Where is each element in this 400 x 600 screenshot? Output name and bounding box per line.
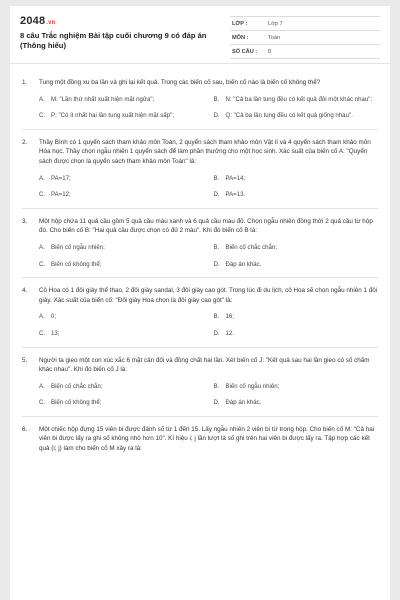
option-letter: D. [213,260,220,268]
question-body: Cô Hoa có 1 đôi giày thể thao, 2 đôi giày sandal, 3 đôi giày cao gót. Trong lúc đi du lịch, cô Hoa sẽ chọn ngẫu nhiên 1 đôi giày. Xác suất của biến cố: "Đôi giày Hoa chọn là đôi giày cao gót" là: [39,287,378,304]
option-letter: D. [213,399,220,407]
answer-option[interactable] [39,330,204,339]
option-text: PA=13. [225,191,246,199]
option-text: 0; [51,313,57,321]
option-text: Biến cố chắc chắn; [225,243,277,251]
option-letter: C. [39,191,46,199]
question-text [22,356,378,375]
option-text: Biến cố ngẫu nhiên; [225,382,280,390]
answer-option[interactable] [214,383,379,392]
answer-option[interactable] [39,399,204,408]
question-body: Thầy Bình có 1 quyển sách tham khảo môn Toán, 2 quyển sách tham khảo môn Vật lí và 4 quyển sách tham khảo môn Hóa học. Thầy chọn ngẫu nhiên 1 quyển sách để làm phần thưởng cho một học sinh. Xác suất của biến cố A: "Quyển sách được chọn là quyển sách tham khảo môn Toán" là: [39,138,371,165]
question-list [10,64,390,462]
question-body: Một hộp chứa 11 quả cầu gồm 5 quả cầu màu xanh và 6 quả cầu màu đỏ. Chọn ngẫu nhiên đồng thời 2 quả cầu từ hộp đó. Cho biến cố B: "Hai quả cầu được chọn có đủ 2 màu". Khi đó biến cố B là: [39,217,373,235]
answer-option[interactable] [214,261,379,270]
answer-option[interactable] [39,96,204,105]
question-item [22,425,378,462]
answer-options [22,96,378,121]
answer-option[interactable] [214,96,379,105]
question-body: Một chiếc hộp đựng 15 viên bi được đánh số từ 1 đến 15. Lấy ngẫu nhiên 2 viên bi từ trong hộp. Cho biến cố M: "Cả hai viên bi được lấy ra ghi số không nhỏ hơn 10". Kí hiệu i; j lần lượt là số ghi trên hai viên bi được lấy ra. Tập hợp các kết quả (i; j) làm cho biến cố M xảy ra là: [39,425,375,453]
option-text: Biến cố không thể; [51,399,102,407]
option-letter: D. [213,329,220,337]
option-letter: B. [213,243,220,251]
answer-option[interactable] [39,383,204,392]
answer-option[interactable] [214,175,379,184]
option-text: PA=12; [51,191,71,199]
meta-label: LỚP : [232,20,248,27]
answer-options [22,175,378,200]
option-letter: A. [39,313,45,321]
meta-value: Toán [268,34,281,41]
answer-option[interactable] [214,313,379,322]
answer-option[interactable] [39,313,204,322]
option-letter: C. [39,260,46,268]
option-text: M: "Lần thứ nhất xuất hiện mặt ngửa"; [51,95,155,103]
question-number: 4. [22,287,28,295]
meta-row-class [230,17,380,31]
site-logo[interactable] [20,15,56,27]
option-letter: B. [213,95,220,103]
option-letter: A. [39,243,45,251]
option-text: P: "Có ít nhất hai lần tung xuất hiện mặt sấp"; [51,112,174,120]
answer-option[interactable] [214,330,379,339]
question-number: 3. [22,217,28,225]
option-text: 16; [225,313,234,321]
answer-options [22,244,378,269]
option-text: 13; [51,329,60,337]
answer-option[interactable] [214,191,379,200]
option-letter: A. [39,174,45,182]
option-letter: A. [39,382,45,390]
question-item [22,78,378,130]
meta-table [230,16,380,59]
meta-label: SỐ CÂU : [232,48,258,55]
option-letter: A. [39,95,45,103]
option-text: Đáp án khác. [225,399,262,407]
logo-suffix: .vn [46,20,56,26]
option-text: Q: "Cả ba lần tung đều có kết quả giống nhau". [225,112,353,120]
option-text: N: "Cả ba lần tung đều có kết quả đôi một khác nhau"; [225,95,373,103]
document-title: 8 câu Trắc nghiệm Bài tập cuối chương 9 có đáp án (Thông hiểu) [20,31,207,50]
question-number: 6. [22,425,28,433]
answer-option[interactable] [39,191,204,200]
option-text: PA=14; [225,174,246,182]
meta-value: Lớp 7 [268,20,283,27]
question-item [22,138,378,209]
question-text [22,425,378,454]
option-letter: D. [213,191,220,199]
question-text [22,78,378,88]
answer-option[interactable] [214,112,379,121]
answer-option[interactable] [214,244,379,253]
question-body: Người ta gieo một con xúc xắc 6 mặt cân đối và đồng chất hai lần. Xét biến cố J: "Kết quả sau hai lần gieo có số chấm khác nhau". Khi đó biến cố J là: [39,356,370,374]
meta-row-subject [230,31,380,45]
answer-option[interactable] [214,399,379,408]
option-letter: D. [213,112,220,120]
question-number: 2. [22,138,28,146]
answer-options [22,313,378,338]
answer-option[interactable] [39,261,204,270]
option-text: Đáp án khác. [225,260,262,268]
question-item [22,356,378,417]
answer-option[interactable] [39,112,204,121]
meta-value: 8 [268,48,272,55]
logo-main: 2048 [20,15,46,27]
question-text [22,286,378,305]
question-number: 1. [22,79,28,86]
option-text: Biến cố không thể; [51,260,102,268]
option-text: PA=17; [51,174,71,182]
question-body: Tung một đồng xu ba lần và ghi lại kết quả. Trong các biến cố sau, biến cố nào là biến cố không thể? [39,79,321,86]
option-letter: B. [213,174,220,182]
answer-option[interactable] [39,244,204,253]
meta-label: MÔN : [232,34,249,41]
option-text: Biến cố chắc chắn; [51,382,103,390]
question-item [22,217,378,278]
option-letter: B. [213,382,220,390]
option-text: 12. [225,329,234,337]
option-letter: B. [213,313,220,321]
question-text [22,138,378,167]
meta-row-count [230,45,380,59]
option-letter: C. [39,329,46,337]
option-letter: C. [39,399,46,407]
document-page [10,6,390,600]
answer-option[interactable] [39,175,204,184]
question-item [22,286,378,347]
option-letter: C. [39,112,46,120]
question-number: 5. [22,356,28,364]
document-header [10,6,390,64]
answer-options [22,383,378,408]
option-text: Biến cố ngẫu nhiên; [51,243,105,251]
question-text [22,217,378,236]
